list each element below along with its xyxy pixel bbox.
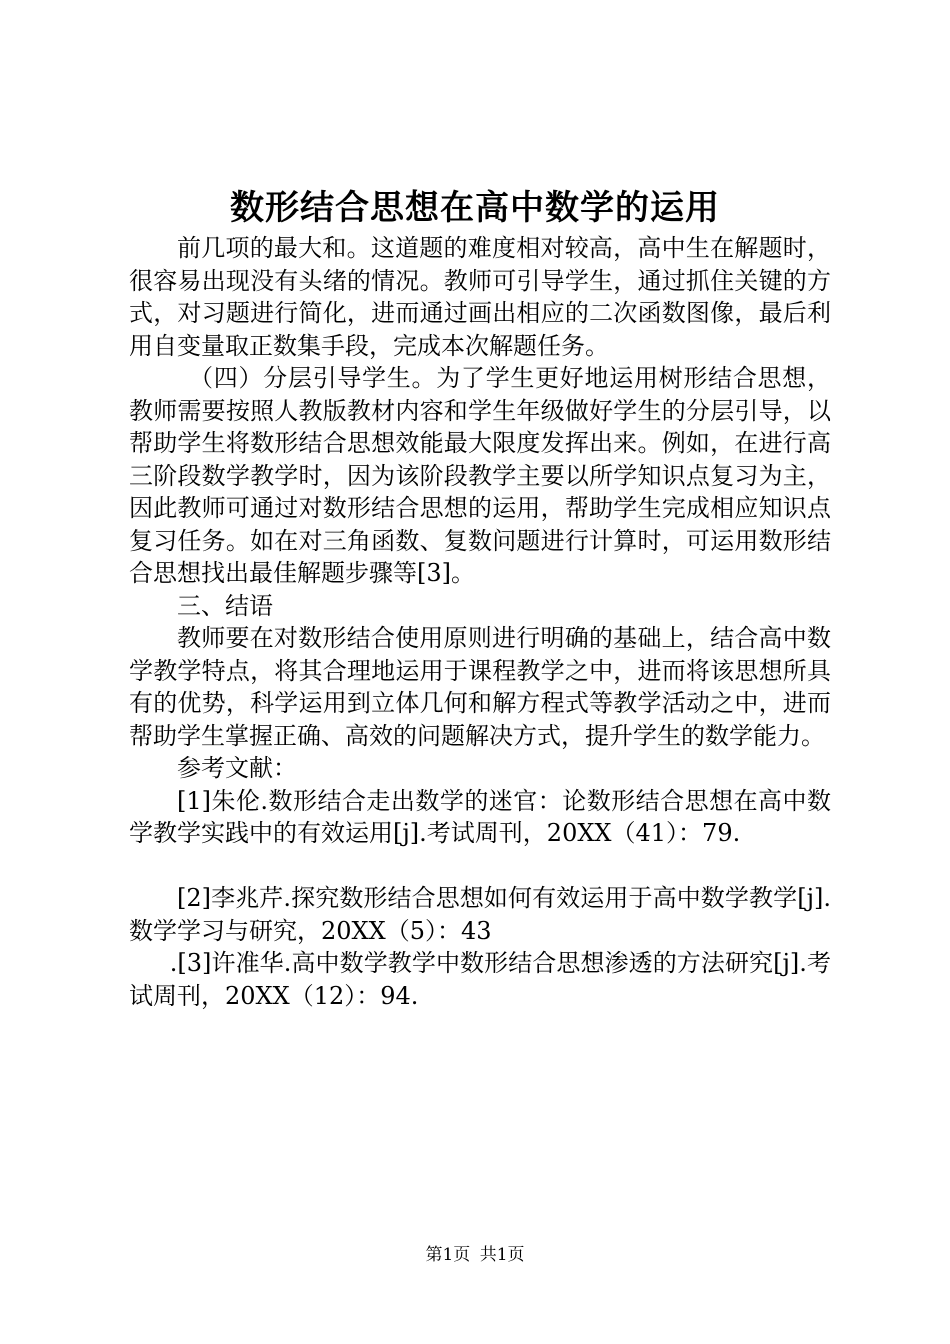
blank-line [129, 850, 831, 883]
page-number: 第1页 [425, 1245, 471, 1265]
references-heading: 参考文献： [177, 754, 297, 782]
reference-item-2: [2]李兆芹.探究数形结合思想如何有效运用于高中数学教学[j].数学学习与研究，20XX（5）：43 [129, 884, 831, 945]
paragraph-section-four: （四）分层引导学生。为了学生更好地运用树形结合思想，教师需要按照人教版教材内容和学生年级做好学生的分层引导，以帮助学生将数形结合思想效能最大限度发挥出来。例如，在进行高三阶段数学教学时，因为该阶段教学主要以所学知识点复习为主，因此教师可通过对数形结合思想的运用，帮助学生完成相应知识点复习任务。如在对三角函数、复数问题进行计算时，可运用数形结合思想找出最佳解题步骤等[3]。 [129, 364, 831, 587]
page-total: 共1页 [479, 1245, 525, 1265]
reference-item-1: [1]朱伦.数形结合走出数学的迷官：论数形结合思想在高中数学教学实践中的有效运用[j].考试周刊，20XX（41）：79. [129, 786, 831, 847]
paragraph-intro: 前几项的最大和。这道题的难度相对较高，高中生在解题时，很容易出现没有头绪的情况。教师可引导学生，通过抓住关键的方式，对习题进行简化，进而通过画出相应的二次函数图像，最后利用自变量取正数集手段，完成本次解题任务。 [129, 234, 831, 360]
page-footer [0, 1243, 950, 1267]
section-heading-conclusion: 三、结语 [177, 591, 273, 620]
reference-item-3: .[3]许准华.高中数学教学中数形结合思想渗透的方法研究[j].考试周刊，20XX（12）：94. [129, 949, 831, 1010]
document-title: 数形结合思想在高中数学的运用 [230, 188, 720, 228]
document-body [129, 232, 831, 1012]
paragraph-conclusion: 教师要在对数形结合使用原则进行明确的基础上，结合高中数学教学特点，将其合理地运用于课程教学之中，进而将该思想所具有的优势，科学运用到立体几何和解方程式等教学活动之中，进而帮助学生掌握正确、高效的问题解决方式，提升学生的数学能力。 [129, 624, 831, 750]
